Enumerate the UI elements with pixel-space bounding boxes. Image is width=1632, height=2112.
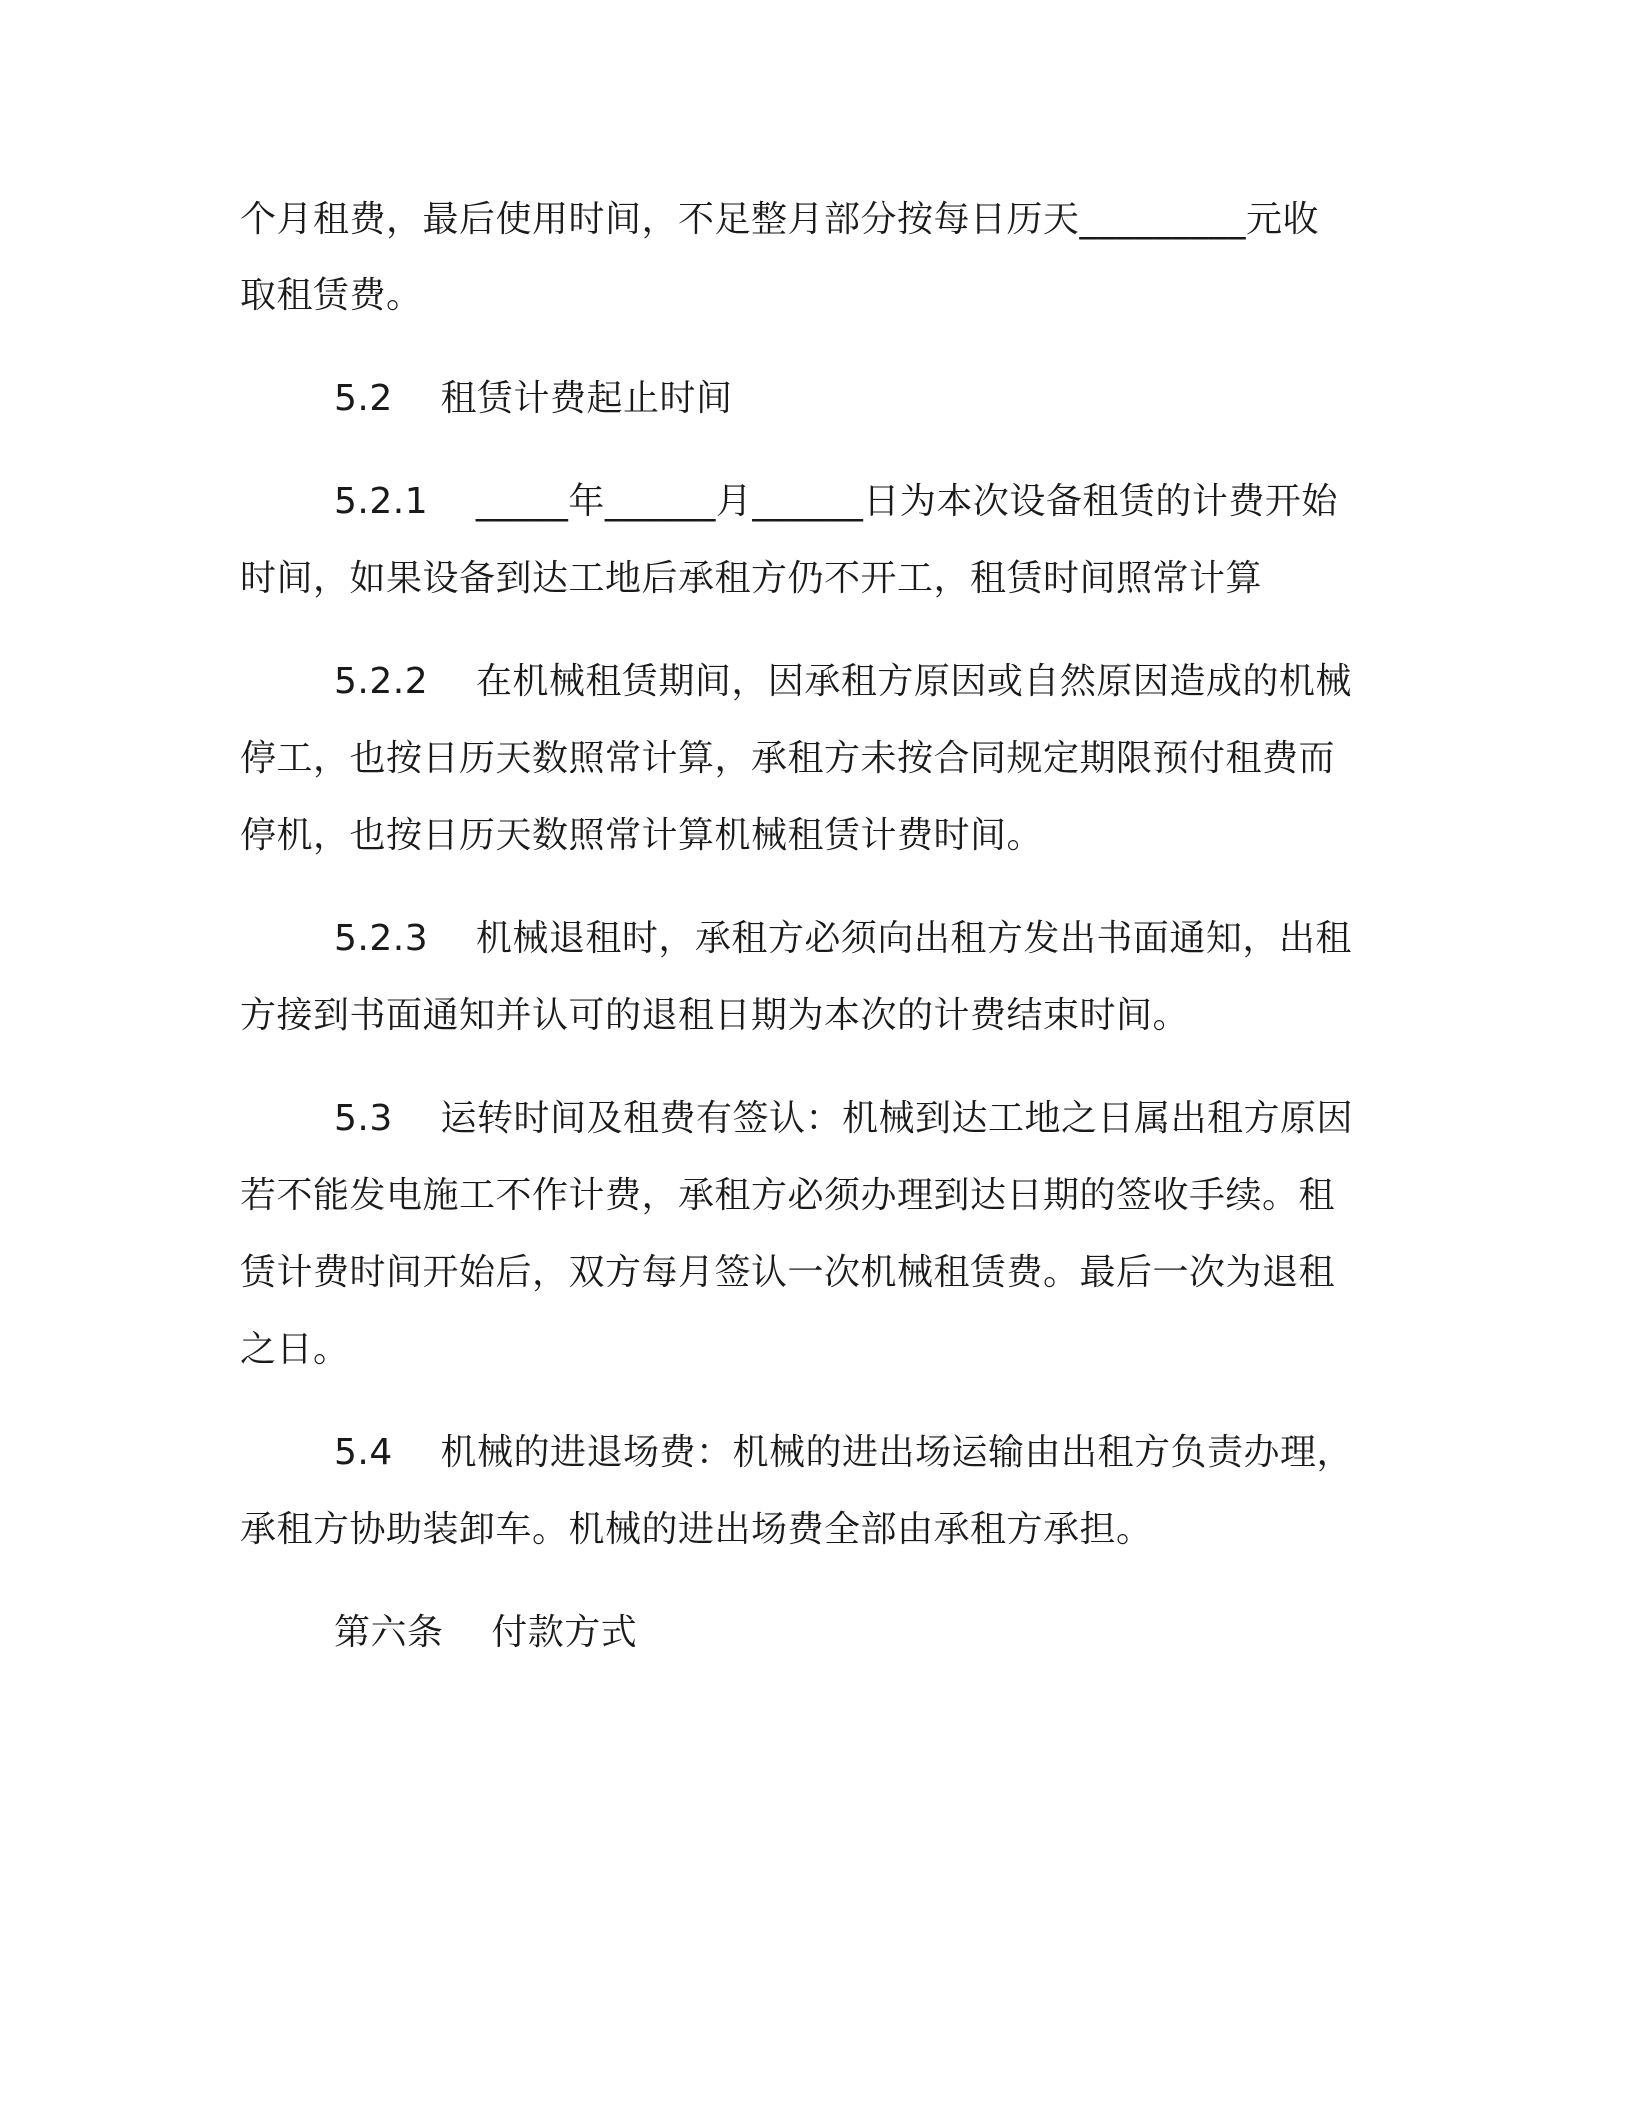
text-line: 停机，也按日历天数照常计算机械租赁计费时间。	[240, 815, 1044, 856]
text-line: 赁计费时间开始后，双方每月签认一次机械租赁费。最后一次为退租	[240, 1252, 1336, 1293]
clause-5-4: 5.4 机械的进退场费：机械的进出场运输由出租方负责办理，	[334, 1432, 1354, 1473]
text-line: 取租赁费。	[240, 275, 423, 316]
clause-5-2-1: 5.2.1 _____年______月______日为本次设备租赁的计费开始	[334, 481, 1338, 522]
text-line: 停工，也按日历天数照常计算，承租方未按合同规定期限预付租费而	[240, 738, 1336, 779]
text-line: 若不能发电施工不作计费，承租方必须办理到达日期的签收手续。租	[240, 1175, 1336, 1216]
section-heading-5-2: 5.2 租赁计费起止时间	[334, 378, 733, 419]
clause-5-3: 5.3 运转时间及租费有签认：机械到达工地之日属出租方原因	[334, 1098, 1354, 1139]
article-6-heading: 第六条 付款方式	[334, 1612, 638, 1653]
text-line: 个月租费，最后使用时间，不足整月部分按每日历天_________元收	[240, 199, 1320, 240]
clause-5-2-2: 5.2.2 在机械租赁期间，因承租方原因或自然原因造成的机械	[334, 661, 1352, 702]
text-line: 之日。	[240, 1329, 350, 1370]
text-line: 方接到书面通知并认可的退租日期为本次的计费结束时间。	[240, 995, 1190, 1036]
text-line: 承租方协助装卸车。机械的进出场费全部由承租方承担。	[240, 1509, 1153, 1550]
text-line: 时间，如果设备到达工地后承租方仍不开工，租赁时间照常计算	[240, 558, 1263, 599]
clause-5-2-3: 5.2.3 机械退租时，承租方必须向出租方发出书面通知，出租	[334, 918, 1352, 959]
